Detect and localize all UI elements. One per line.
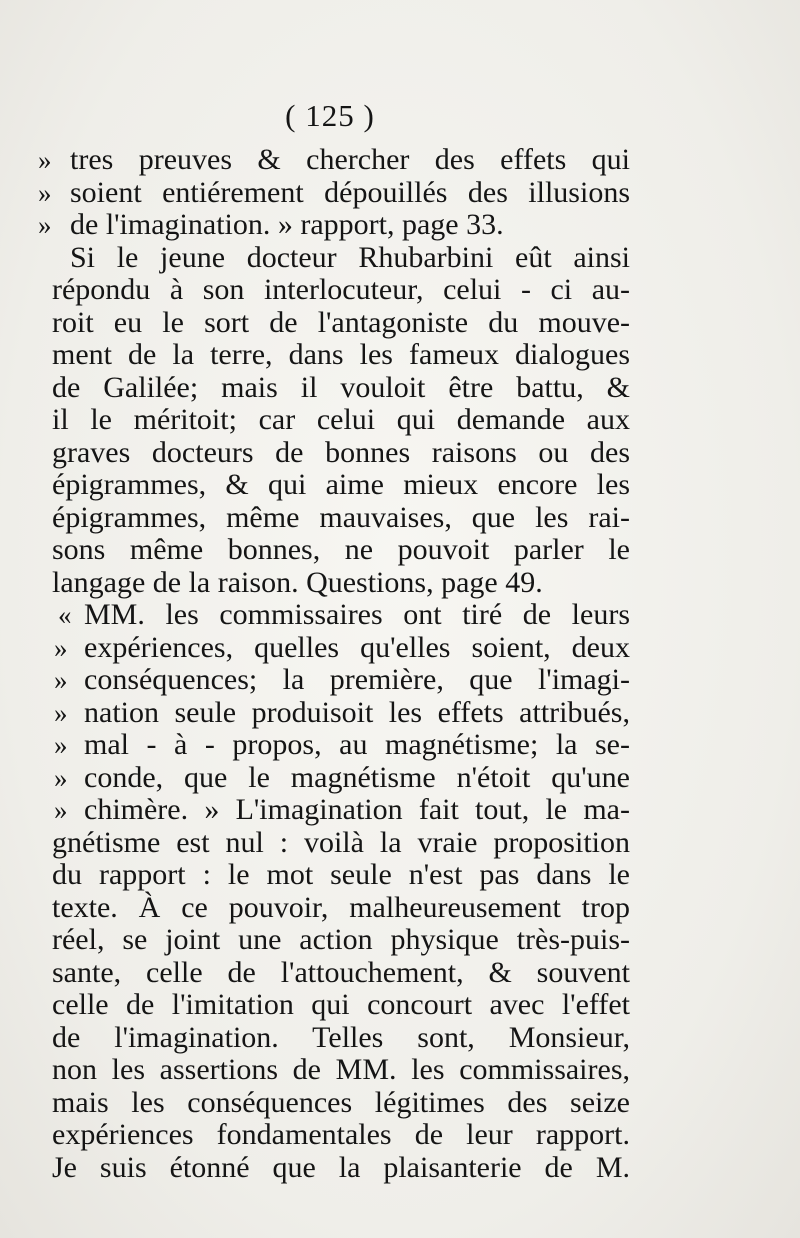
quote-mark: » (54, 795, 68, 825)
line-text: celle de l'imitation qui concourt avec l'effet (52, 988, 630, 1021)
line-text: mal - à - propos, au magnétisme; la se- (84, 728, 630, 761)
line-text: épigrammes, même mauvaises, que les rai- (52, 500, 630, 534)
text-line (0, 632, 800, 665)
line-text: sante, celle de l'attouchement, & souvent (52, 955, 630, 989)
text-line (0, 1022, 800, 1055)
text-line (0, 307, 800, 340)
line-text: Je suis étonné que la plaisanterie de M. (52, 1150, 630, 1184)
text-line (0, 1119, 800, 1152)
text-line (0, 437, 800, 470)
line-text: de l'imagination. Telles sont, Monsieur, (52, 1020, 630, 1054)
quote-mark: « (58, 600, 72, 630)
line-text: de l'imagination. » rapport, page 33. (70, 208, 504, 241)
text-line (0, 404, 800, 437)
line-text: graves docteurs de bonnes raisons ou des (52, 435, 630, 469)
text-line (0, 469, 800, 502)
text-line (0, 1054, 800, 1087)
line-text: il le méritoit; car celui qui demande aux (52, 403, 630, 436)
quote-mark: » (54, 762, 68, 793)
line-text: conséquences; la première, que l'imagi- (84, 663, 630, 696)
line-text: conde, que le magnétisme n'étoit qu'une (84, 760, 630, 794)
line-text: gnétisme est nul : voilà la vraie proposition (52, 825, 630, 859)
text-line (0, 989, 800, 1022)
text-line (0, 1087, 800, 1120)
line-text: épigrammes, & qui aime mieux encore les (52, 468, 630, 501)
text-line (0, 339, 800, 372)
text-line (0, 144, 800, 177)
text-line (0, 599, 800, 632)
text-line (0, 242, 800, 275)
text-line (0, 372, 800, 405)
line-text: roit eu le sort de l'antagoniste du mouve- (52, 305, 630, 339)
quote-mark: » (54, 730, 68, 760)
text-line (0, 762, 800, 795)
page-number: ( 125 ) (285, 98, 375, 133)
line-text: tres preuves & chercher des effets qui (70, 143, 630, 176)
line-text: nation seule produisoit les effets attribués, (84, 695, 630, 729)
line-text: réel, se joint une action physique très-puis- (52, 923, 630, 956)
quote-mark: » (54, 632, 68, 663)
text-line (0, 957, 800, 990)
quote-mark: » (38, 210, 52, 240)
text-line (0, 177, 800, 210)
line-text: soient entiérement dépouillés des illusions (70, 175, 630, 209)
line-text: ment de la terre, dans les fameux dialogues (52, 338, 630, 371)
line-text: Si le jeune docteur Rhubarbini eût ainsi (70, 240, 630, 274)
text-line (0, 859, 800, 892)
text-line (0, 1152, 800, 1185)
line-text: chimère. » L'imagination fait tout, le ma- (84, 793, 630, 826)
line-text: mais les conséquences légitimes des seize (52, 1085, 630, 1119)
text-line (0, 827, 800, 860)
text-line (0, 892, 800, 925)
line-text: MM. les commissaires ont tiré de leurs (84, 598, 630, 631)
quote-mark: » (54, 665, 68, 695)
quote-mark: » (38, 177, 52, 208)
line-text: sons même bonnes, ne pouvoit parler le (52, 533, 630, 566)
text-line (0, 567, 800, 600)
text-line (0, 664, 800, 697)
line-text: expériences fondamentales de leur rapport. (52, 1118, 630, 1151)
line-text: non les assertions de MM. les commissaires, (52, 1053, 630, 1086)
text-line (0, 502, 800, 535)
text-line (0, 697, 800, 730)
quote-mark: » (38, 145, 52, 175)
text-line (0, 794, 800, 827)
text-line (0, 729, 800, 762)
line-text: expériences, quelles qu'elles soient, deux (84, 630, 630, 664)
quote-mark: » (54, 697, 68, 728)
body-text (0, 144, 800, 1184)
line-text: texte. À ce pouvoir, malheureusement trop (52, 890, 630, 924)
text-line (0, 534, 800, 567)
line-text: de Galilée; mais il vouloit être battu, & (52, 370, 630, 404)
line-text: du rapport : le mot seule n'est pas dans le (52, 858, 630, 891)
line-text: répondu à son interlocuteur, celui - ci au- (52, 273, 630, 306)
line-text: langage de la raison. Questions, page 49. (52, 565, 543, 599)
text-line (0, 274, 800, 307)
text-line (0, 209, 800, 242)
text-line (0, 924, 800, 957)
